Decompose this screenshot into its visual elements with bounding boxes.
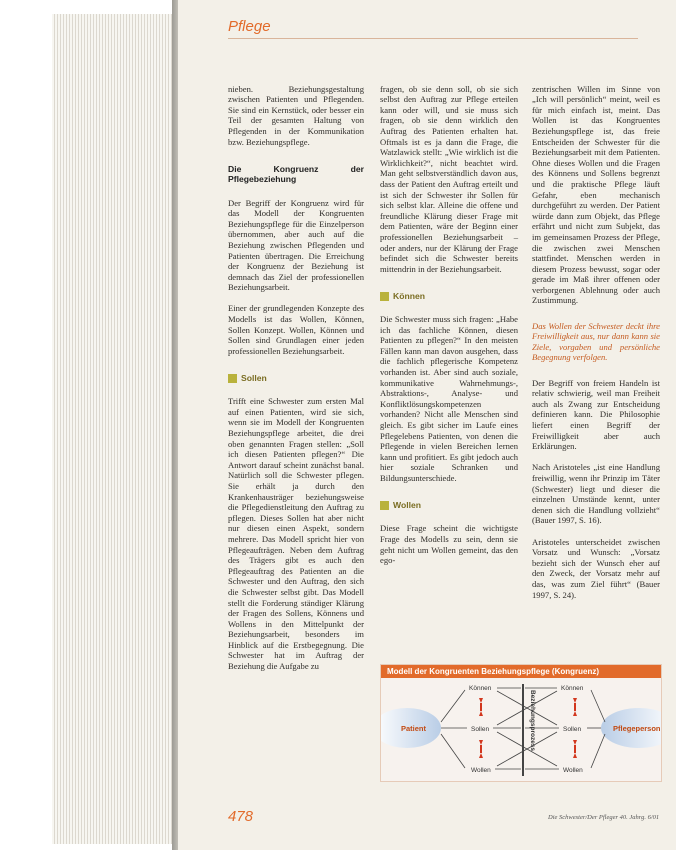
paragraph: Der Begriff der Kongruenz wird für das Modell der Kongruenten Beziehungspflege für die Einzelperson übernommen, aber auch auf die Beziehung zwischen Pflegenden und Patienten übertragen. Die Erreichung der Kongruenz der Beziehung ist demnach das Ziel der professionellen Beziehungsarbeit. [228,197,364,293]
keyword-heading-wollen: Wollen [380,500,518,511]
text-column-2 [380,73,518,576]
page-number: 478 [228,808,254,825]
paragraph: Nach Aristoteles „ist eine Handlung freiwillig, wenn ihr Prinzip im Täter (Schwester) liegt und dieser die einzelnen Umstände kennt, unter denen sich die Handlung vollzieht“ (Bauer 1997, S. 16). [532,462,660,526]
figure-title: Modell der Kongruenten Beziehungspflege (Kongruenz) [381,665,661,678]
paragraph: Aristoteles unterscheidet zwischen Vorsatz und Wunsch: „Vorsatz bezieht sich der Wunsch eher auf den Zweck, der Vorsatz mehr auf das, was zum Ziel führt“ (Bauer 1997, S. 24). [532,536,660,600]
paragraph: Diese Frage scheint die wichtigste Frage des Modells zu sein, denn sie geht nicht um Wollen gemeint, das den ego- [380,523,518,566]
running-footer: Die Schwester/Der Pfleger 40. Jahrg. 6/01 [548,814,660,821]
model-figure [380,664,662,782]
left-node-koennen: Können [469,685,492,692]
paragraph: Die Schwester muss sich fragen: „Habe ich das fachliche Können, diesen Patienten zu pflegen?“ In den meisten Fällen kann man davon ausgehen, dass die fachlich pflegerische Kompetenz vorhanden ist. Aber sind auch soziale, kommunikative Wahrnehmungs-, Abstraktions-, Analyse- und Konfliktlösungskompetenzen vorhanden? Nicht alle Menschen sind gleich. Es gibt sicher im Laufe eines Pflegelebens Patienten, von denen die Pflegende in vielen Bereichen lernen kann und profitiert. Es gibt jedoch auch hier soziale Schranken und Bildungsunterschiede. [380,314,518,483]
text-column-3 [532,73,660,611]
square-bullet-icon [380,501,389,510]
left-node-sollen: Sollen [471,726,490,733]
highlight-quote: Das Wollen der Schwester deckt ihre Freiwilligkeit aus, nur dann kann sie Ziele, vorgaben und persönliche Begegnung verfolgen. [532,320,660,363]
square-bullet-icon [380,292,389,301]
paragraph: Trifft eine Schwester zum ersten Mal auf einen Patienten, wird sie sich, wenn sie im Modell der Kongruenten Beziehungspflege arbeitet, die drei oben genannten Fragen stellen: „Soll ich diesen Patienten pflegen?“ Die Antwort darauf scheint zunächst banal. Natürlich soll die Schwester pflegen. Sie erhält ja durch den Krankenhausträger beziehungsweise die Pflegedienstleitung den Auftrag zu pflegen. Dieses Sollen hat aber nicht nur diesen einen Aspekt, sondern mehrere. Das Modell spricht hier von Pflegeaufträgen. Neben dem Auftrag des Trägers gibt es auch den Pflegeauftrag des Patienten an die Schwester und den Auftrag, den sich die Schwester selbst gibt. Das Modell stellt die Forderung ständiger Klärung der Fragen des Sollens, Könnens und Wollens in den Mittelpunkt der Beziehungsarbeit, besonders im Hinblick auf die Erstbegegnung. Die Schwester hat im Auftrag der Beziehung die Aufgabe zu [228,396,364,672]
paragraph: zentrischen Willen im Sinne von „Ich will persönlich“ meint, weil es für mich einfach ist, meint. Das Wollen ist das Kongruentes Beziehungspflege ist, das freie Entscheiden der Schwester für die Beziehungsarbeit mit dem Patienten. Ohne dieses Wollen und die Fragen des Könnens und Sollens begrenzt und die praktische Pflege läuft Gefahr, eben mechanisch durchgeführt zu werden. Der Patient würde dann zum Objekt, das Pflege erfährt und nicht zum Subjekt, das im gemeinsamen Prozess der Pflege, die zwischen zwei Menschen stattfindet. Menschen werden in diesem Prozess bewusst, sogar oder gerade im Maß ihrer offenen oder verborgenen Ablehnung oder auch Zustimmung. [532,83,660,306]
model-diagram [381,678,661,781]
subheading: Die Kongruenz der Pflegebeziehung [228,163,364,185]
paragraph: fragen, ob sie denn soll, ob sie sich selbst den Auftrag zur Pflege erteilen kann oder will, und sie muss sich fragen, ob sie denn wirklich den Auftrag des Patienten erhalten hat. Oftmals ist es ja dann die Frage, die Watzlawick stellt: „Wie wirklich ist die Wirklichkeit?“, nicht beachtet wird. Man geht selbstverständlich davon aus, dass der Patient den Auftrag erteilt und ist sich der Schwester ihr Sollen für sich selbst klar. Alleine die offene und freundliche Klärung dieser Frage mit dem Patienten, wäre der Beginn einer professionellen Beziehungsarbeit – oder anders, nur der Klärung der Frage befindet sich die Schwester bereits mittendrin in der Beziehungsarbeit. [380,83,518,274]
patient-label: Patient [401,724,427,733]
right-node-wollen: Wollen [563,767,583,774]
left-node-wollen: Wollen [471,767,491,774]
right-node-sollen: Sollen [563,726,582,733]
book-page-stack [52,14,172,844]
square-bullet-icon [228,374,237,383]
paragraph: Der Begriff von freiem Handeln ist relativ schwierig, weil man Freiheit auch als Zwang zur Entscheidung definieren kann. Die Philosophie liefert einen Begriff der Freiwilligkeit aber auch Erklärungen. [532,377,660,452]
paragraph: Einer der grundlegenden Konzepte des Modells ist das Wollen, Können, Sollen Konzept. Wollen, Können und Sollen sind Grundlagen einer jeden professionellen Beziehungsarbeit. [228,303,364,356]
header-rule [228,38,638,39]
keyword-heading-sollen: Sollen [228,373,364,384]
keyword-heading-koennen: Können [380,291,518,302]
text-column-1 [228,73,364,682]
section-title: Pflege [228,18,271,35]
right-node-koennen: Können [561,685,584,692]
center-label: Beziehungsprozess [529,690,536,752]
paragraph: nieben. Beziehungsgestaltung zwischen Patienten und Pflegenden. Sie sind ein Kernstück, oder besser ein Teil der gesamten Haltung von Pflegenden in der Kommunikation bzw. Beziehungspflege. [228,83,364,147]
pflegeperson-label: Pflegeperson [613,724,661,733]
